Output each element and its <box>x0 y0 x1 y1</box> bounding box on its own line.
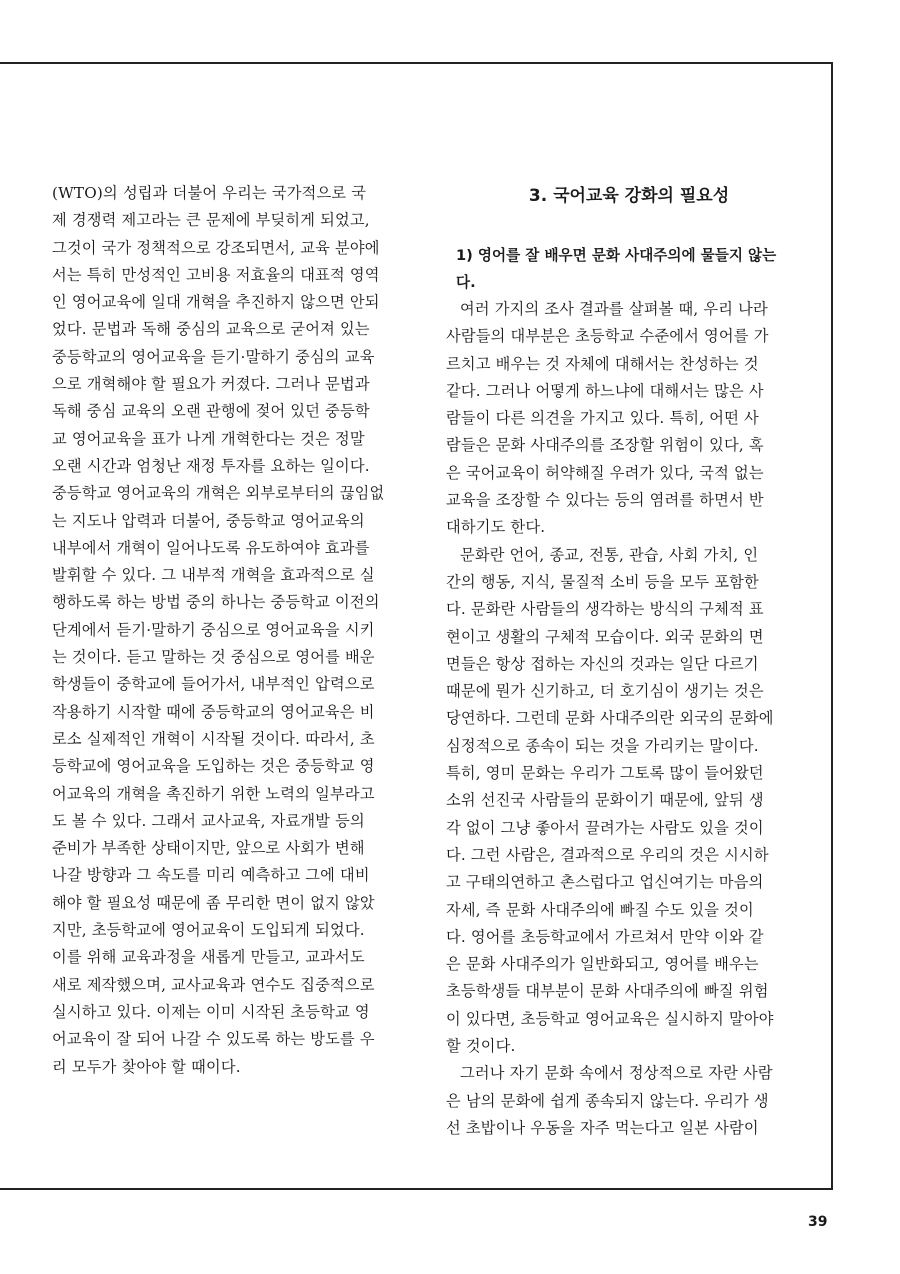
text-line: 람들이 다른 의견을 가지고 있다. 특히, 어떤 사 <box>446 409 759 428</box>
text-line: 제 경쟁력 제고라는 큰 문제에 부딪히게 되었고, <box>52 211 370 230</box>
right-text-column <box>446 180 812 1142</box>
text-line: 선 초밥이나 우동을 자주 먹는다고 일본 사람이 <box>446 1118 759 1137</box>
text-line: 인 영어교육에 일대 개혁을 추진하지 않으면 안되 <box>52 293 380 312</box>
text-line: 발휘할 수 있다. 그 내부적 개혁을 효과적으로 실 <box>52 566 375 585</box>
text-line: 중등학교의 영어교육을 듣기·말하기 중심의 교육 <box>52 347 375 366</box>
paragraph-2 <box>446 542 812 1061</box>
paragraph-3 <box>446 1060 812 1142</box>
text-line: 어교육의 개혁을 촉진하기 위한 노력의 일부라고 <box>52 784 375 803</box>
text-line: 교육을 조장할 수 있다는 등의 염려를 하면서 반 <box>446 491 764 510</box>
text-line: 당연하다. 그런데 문화 사대주의란 외국의 문화에 <box>446 709 774 728</box>
text-line: 리 모두가 찾아야 할 때이다. <box>52 1057 241 1076</box>
text-line: 해야 할 필요성 때문에 좀 무리한 면이 없지 않았 <box>52 893 375 912</box>
text-line: 작용하기 시작할 때에 중등학교의 영어교육은 비 <box>52 702 375 721</box>
text-line: 은 국어교육이 허약해질 우려가 있다, 국적 없는 <box>446 463 764 482</box>
text-line: 은 문화 사대주의가 일반화되고, 영어를 배우는 <box>446 955 759 974</box>
text-line: 교 영어교육을 표가 나게 개혁한다는 것은 정말 <box>52 429 365 448</box>
text-line: (WTO)의 성립과 더불어 우리는 국가적으로 국 <box>52 184 367 202</box>
text-line: 이를 위해 교육과정을 새롭게 만들고, 교과서도 <box>52 948 365 967</box>
left-text-column <box>52 180 412 1081</box>
text-line: 준비가 부족한 상태이지만, 앞으로 사회가 변해 <box>52 839 365 858</box>
text-line: 이 있다면, 초등학교 영어교육은 실시하지 말아야 <box>446 1009 774 1028</box>
text-line: 사람들의 대부분은 초등학교 수준에서 영어를 가 <box>446 327 769 346</box>
text-line: 등학교에 영어교육을 도입하는 것은 중등학교 영 <box>52 757 375 776</box>
text-line: 는 것이다. 듣고 말하는 것 중심으로 영어를 배운 <box>52 648 375 667</box>
text-line: 서는 특히 만성적인 고비용 저효율의 대표적 영역 <box>52 265 380 284</box>
text-line: 할 것이다. <box>446 1037 516 1056</box>
text-line: 도 볼 수 있다. 그래서 교사교육, 자료개발 등의 <box>52 811 365 830</box>
text-line: 으로 개혁해야 할 필요가 커졌다. 그러나 문법과 <box>52 375 370 394</box>
text-line: 단계에서 듣기·말하기 중심으로 영어교육을 시키 <box>52 620 375 639</box>
text-line: 실시하고 있다. 이제는 이미 시작된 초등학교 영 <box>52 1002 370 1021</box>
subsection-heading: 1) 영어를 잘 배우면 문화 사대주의에 물들지 않는 <box>456 247 777 264</box>
text-line: 간의 행동, 지식, 물질적 소비 등을 모두 포함한 <box>446 572 759 591</box>
text-line: 나갈 방향과 그 속도를 미리 예측하고 그에 대비 <box>52 866 370 885</box>
text-line: 문화란 언어, 종교, 전통, 관습, 사회 가치, 인 <box>460 545 759 564</box>
text-line: 심정적으로 종속이 되는 것을 가리키는 말이다. <box>446 736 759 755</box>
text-line: 그러나 자기 문화 속에서 정상적으로 자란 사람 <box>460 1064 773 1083</box>
text-line: 은 남의 문화에 쉽게 종속되지 않는다. 우리가 생 <box>446 1091 769 1110</box>
text-line: 다. 영어를 초등학교에서 가르쳐서 만약 이와 같 <box>446 927 764 946</box>
text-line: 현이고 생활의 구체적 모습이다. 외국 문화의 면 <box>446 627 764 646</box>
text-line: 는 지도나 압력과 더불어, 중등학교 영어교육의 <box>52 511 365 530</box>
page-number: 39 <box>808 1214 828 1230</box>
text-line: 자세, 즉 문화 사대주의에 빠질 수도 있을 것이 <box>446 900 754 919</box>
text-line: 그것이 국가 정책적으로 강조되면서, 교육 분야에 <box>52 238 380 257</box>
text-line: 여러 가지의 조사 결과를 살펴볼 때, 우리 나라 <box>460 300 768 318</box>
text-line: 다. 문화란 사람들의 생각하는 방식의 구체적 표 <box>446 600 764 619</box>
text-line: 중등학교 영어교육의 개혁은 외부로부터의 끊임없 <box>52 484 385 503</box>
text-line: 특히, 영미 문화는 우리가 그토록 많이 들어왔던 <box>446 764 764 783</box>
page-frame-bottom-rule <box>0 1188 833 1190</box>
subsection-heading-continued: 다. <box>456 274 476 291</box>
text-line: 면들은 항상 접하는 자신의 것과는 일단 다르기 <box>446 654 759 673</box>
text-line: 학생들이 중학교에 들어가서, 내부적인 압력으로 <box>52 675 375 694</box>
text-line: 초등학생들 대부분이 문화 사대주의에 빠질 위험 <box>446 982 769 1001</box>
text-line: 었다. 문법과 독해 중심의 교육으로 굳어져 있는 <box>52 320 370 339</box>
text-line: 다. 그런 사람은, 결과적으로 우리의 것은 시시하 <box>446 845 769 864</box>
text-line: 독해 중심 교육의 오랜 관행에 젖어 있던 중등학 <box>52 402 370 421</box>
text-line: 르치고 배우는 것 자체에 대해서는 찬성하는 것 <box>446 354 759 373</box>
text-line: 각 없이 그냥 좋아서 끌려가는 사람도 있을 것이 <box>446 818 764 837</box>
text-line: 때문에 뭔가 신기하고, 더 호기심이 생기는 것은 <box>446 682 764 701</box>
text-line: 오랜 시간과 엄청난 재정 투자를 요하는 일이다. <box>52 456 370 475</box>
text-line: 로소 실제적인 개혁이 시작될 것이다. 따라서, 초 <box>52 729 375 748</box>
page-frame-top-rule <box>0 62 832 64</box>
text-line: 어교육이 잘 되어 나갈 수 있도록 하는 방도를 우 <box>52 1030 375 1049</box>
text-line: 같다. 그러나 어떻게 하느냐에 대해서는 많은 사 <box>446 381 764 400</box>
text-line: 소위 선진국 사람들의 문화이기 때문에, 앞뒤 생 <box>446 791 764 810</box>
paragraph-1 <box>446 296 812 542</box>
text-line: 지만, 초등학교에 영어교육이 도입되게 되었다. <box>52 921 365 940</box>
text-line: 행하도록 하는 방법 중의 하나는 중등학교 이전의 <box>52 593 380 612</box>
text-line: 새로 제작했으며, 교사교육과 연수도 집중적으로 <box>52 975 375 994</box>
text-line: 고 구태의연하고 촌스럽다고 업신여기는 마음의 <box>446 873 764 892</box>
text-line: 람들은 문화 사대주의를 조장할 위험이 있다, 혹 <box>446 436 764 455</box>
section-title: 3. 국어교육 강화의 필요성 <box>528 186 730 206</box>
page-frame-right-rule <box>831 62 833 1188</box>
text-line: 대하기도 한다. <box>446 518 546 537</box>
text-line: 내부에서 개혁이 일어나도록 유도하여야 효과를 <box>52 538 370 557</box>
